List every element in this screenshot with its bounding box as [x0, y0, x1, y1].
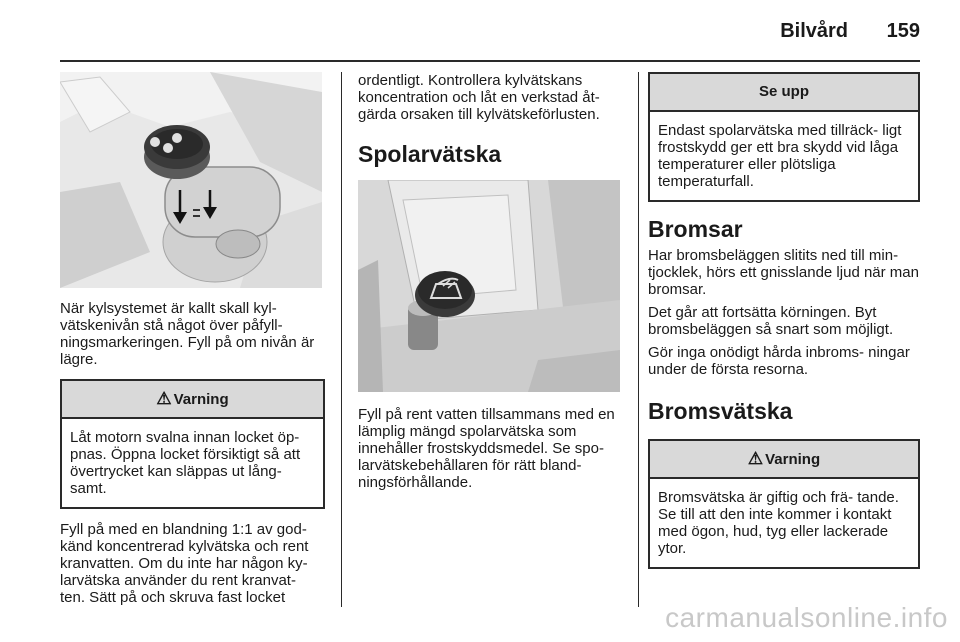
warning-text: Bromsvätska är giftig och frä- tande. Se till att den inte kommer i kontakt med ögon, hud, tyg eller lackerade ytor.: [658, 489, 899, 557]
brakes-paragraph-3: Gör inga onödigt hårda inbroms- ningar under de första resorna.: [648, 344, 910, 378]
coolant-reservoir-photo: [60, 72, 322, 288]
notice-text: Endast spolarvätska med tillräck- ligt frostskydd ger ett bra skydd vid låga temperaturer eller plötsliga temperaturfall.: [658, 122, 902, 190]
warning-text: Låt motorn svalna innan locket öp- pnas. Öppna locket försiktigt så att övertrycket kan släppas ut lång- samt.: [70, 429, 301, 497]
washer-fluid-photo: [358, 180, 620, 392]
warning-box-header: [650, 441, 918, 479]
header-rule: [60, 60, 920, 62]
coolant-mix-paragraph: Fyll på med en blandning 1:1 av god- känd koncentrerad kylvätska och rent kranvatten. Om du inte har någon ky- larvätska använder du rent kranvat- ten. Sätt på och skruva fast locket: [60, 521, 309, 606]
notice-box: [648, 72, 920, 202]
washer-fluid-heading: Spolarvätska: [358, 141, 502, 167]
brakes-paragraph-2: Det går att fortsätta körningen. Byt bromsbeläggen så snart som möjligt.: [648, 304, 894, 338]
warning-box-header: [62, 381, 323, 419]
section-title: Bilvård: [780, 20, 848, 42]
column-3: [648, 72, 920, 569]
brake-fluid-heading: Bromsvätska: [648, 398, 793, 424]
warning-triangle-icon: ⚠: [156, 389, 172, 408]
brakes-heading: Bromsar: [648, 216, 743, 242]
warning-box-coolant: [60, 379, 325, 509]
page-number: 159: [886, 20, 920, 42]
coolant-check-paragraph: ordentligt. Kontrollera kylvätskans koncentration och låt en verkstad åt- gärda orsaken till kylvätskeförlusten.: [358, 72, 600, 123]
coolant-level-paragraph: När kylsystemet är kallt skall kyl- vätskenivån stå något över påfyll- ningsmarkeringen. Fyll på om nivån är lägre.: [60, 300, 315, 368]
notice-box-header: Se upp: [650, 74, 918, 112]
warning-title: Varning: [765, 451, 821, 468]
brakes-paragraph-1: Har bromsbeläggen slitits ned till min- tjocklek, hörs ett gnisslande ljud när man bromsar.: [648, 247, 919, 298]
page-header: [0, 0, 960, 62]
warning-title: Varning: [173, 391, 229, 408]
column-2: [358, 72, 623, 497]
watermark: carmanualsonline.info: [665, 602, 948, 633]
warning-box-brake-fluid: [648, 439, 920, 569]
column-1: [60, 72, 325, 612]
column-divider: [341, 72, 342, 607]
washer-fluid-paragraph: Fyll på rent vatten tillsammans med en lämplig mängd spolarvätska som innehåller frostskyddsmedel. Se spo- larvätskebehållaren för rätt bland- ningsförhållande.: [358, 406, 615, 491]
column-divider: [638, 72, 639, 607]
warning-triangle-icon: ⚠: [747, 449, 764, 468]
